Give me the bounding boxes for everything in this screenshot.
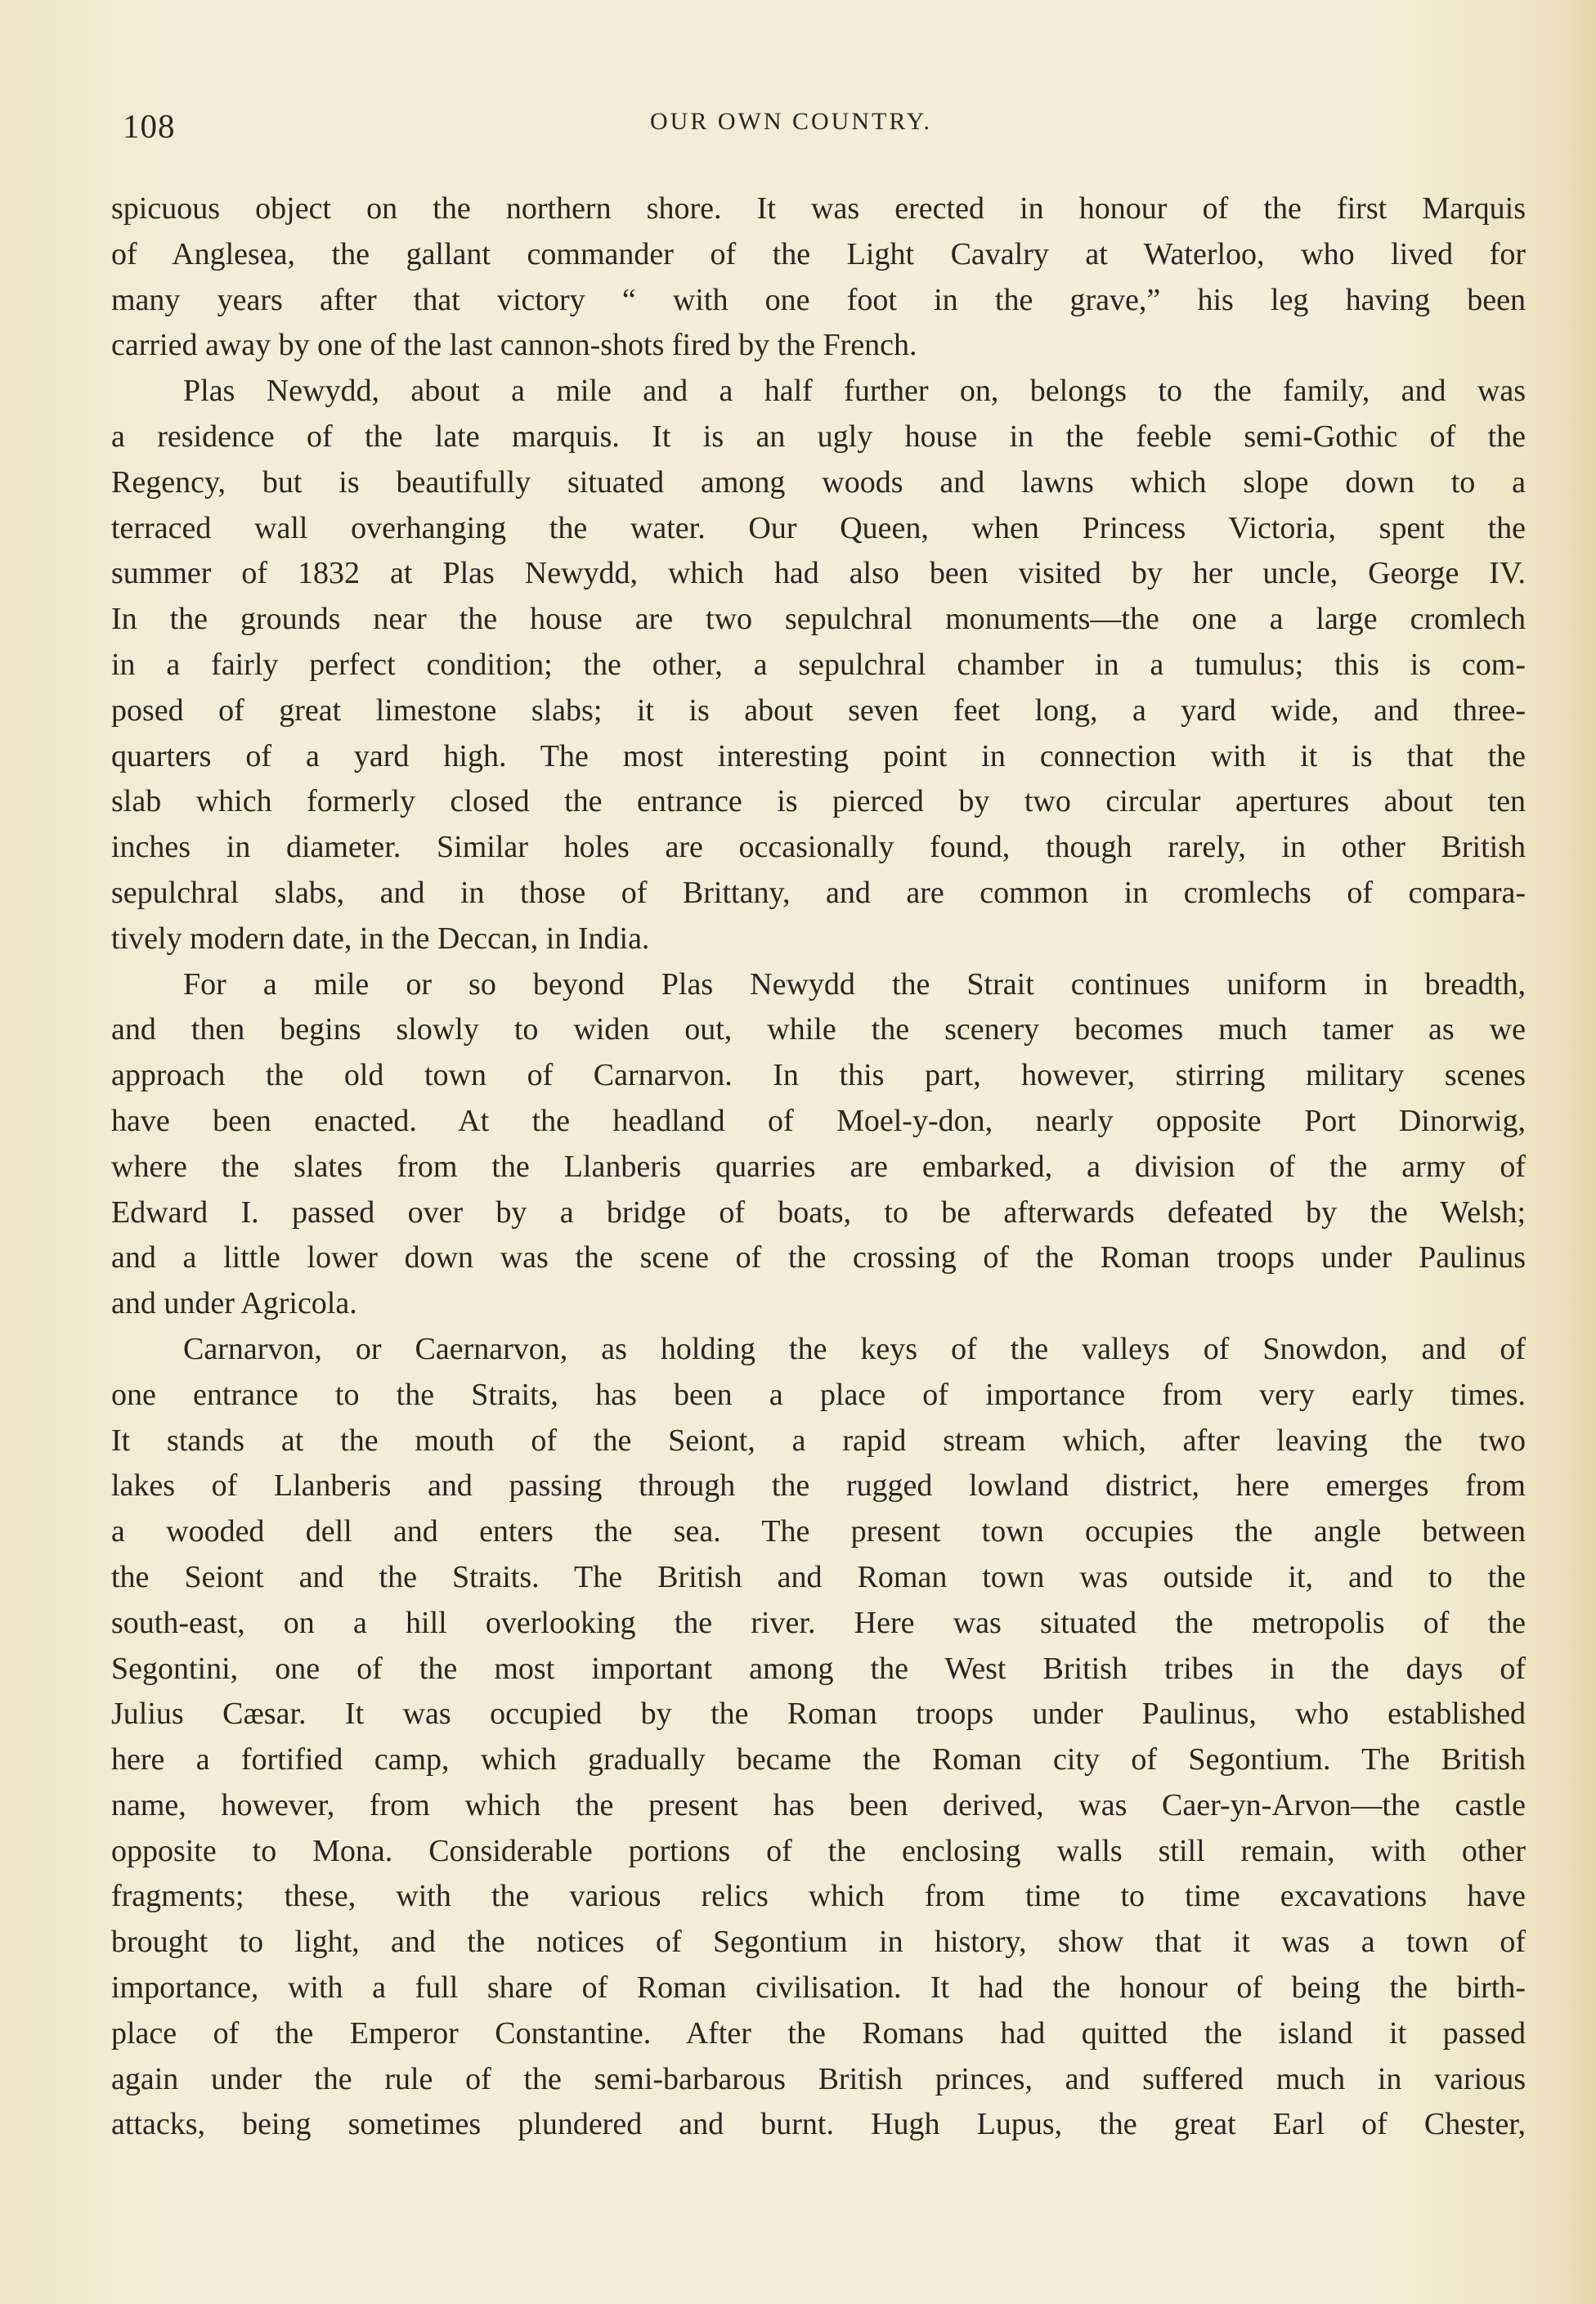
text-line: a residence of the late marquis. It is an ugly house in the feeble semi-Gothic of the: [111, 419, 1526, 454]
text-line: Segontini, one of the most important among the West British tribes in the days of: [111, 1651, 1526, 1686]
text-line: importance, with a full share of Roman civilisation. It had the honour of being the birth-: [111, 1970, 1526, 2006]
text-line: terraced wall overhanging the water. Our Queen, when Princess Victoria, spent the: [111, 510, 1526, 545]
text-line: summer of 1832 at Plas Newydd, which had also been visited by her uncle, George IV.: [111, 556, 1526, 591]
text-line: For a mile or so beyond Plas Newydd the Strait continues uniform in breadth,: [183, 966, 1526, 1002]
text-line: and under Agricola.: [111, 1286, 357, 1321]
text-line: slab which formerly closed the entrance is pierced by two circular apertures about ten: [111, 784, 1526, 819]
text-line: quarters of a yard high. The most interesting point in connection with it is that the: [111, 738, 1526, 773]
text-line: Edward I. passed over by a bridge of boats, to be afterwards defeated by the Welsh;: [111, 1195, 1526, 1230]
text-line: and then begins slowly to widen out, while the scenery becomes much tamer as we: [111, 1012, 1526, 1047]
text-line: Julius Cæsar. It was occupied by the Roman troops under Paulinus, who established: [111, 1697, 1526, 1732]
text-line: name, however, from which the present has been derived, was Caer-yn-Arvon—the castle: [111, 1787, 1526, 1822]
text-line: the Seiont and the Straits. The British and Roman town was outside it, and to the: [111, 1559, 1526, 1594]
text-line: In the grounds near the house are two sepulchral monuments—the one a large cromlech: [111, 602, 1526, 637]
body-text: [111, 186, 1526, 2148]
text-line: Carnarvon, or Caernarvon, as holding the keys of the valleys of Snowdon, and of: [183, 1331, 1526, 1366]
text-line: place of the Emperor Constantine. After the Romans had quitted the island it passed: [111, 2015, 1526, 2051]
text-line: where the slates from the Llanberis quarries are embarked, a division of the army of: [111, 1149, 1526, 1184]
text-line: lakes of Llanberis and passing through the rugged lowland district, here emerges from: [111, 1468, 1526, 1504]
text-line: inches in diameter. Similar holes are occasionally found, though rarely, in other British: [111, 830, 1526, 865]
text-line: attacks, being sometimes plundered and burnt. Hugh Lupus, the great Earl of Chester,: [111, 2107, 1526, 2142]
text-line: and a little lower down was the scene of the crossing of the Roman troops under Paulinus: [111, 1240, 1526, 1275]
running-title: OUR OWN COUNTRY.: [650, 108, 932, 135]
text-line: of Anglesea, the gallant commander of the Light Cavalry at Waterloo, who lived for: [111, 236, 1526, 271]
text-line: Regency, but is beautifully situated among woods and lawns which slope down to a: [111, 464, 1526, 500]
text-line: sepulchral slabs, and in those of Brittany, and are common in cromlechs of compara-: [111, 875, 1526, 910]
text-line: spicuous object on the northern shore. It was erected in honour of the first Marquis: [111, 191, 1526, 226]
text-line: Plas Newydd, about a mile and a half further on, belongs to the family, and was: [183, 374, 1526, 409]
text-line: carried away by one of the last cannon-shots fired by the French.: [111, 328, 917, 363]
text-line: brought to light, and the notices of Segontium in history, show that it was a town of: [111, 1925, 1526, 1960]
text-line: south-east, on a hill overlooking the river. Here was situated the metropolis of the: [111, 1605, 1526, 1640]
text-line: again under the rule of the semi-barbarous British princes, and suffered much in various: [111, 2061, 1526, 2096]
page-number: 108: [123, 107, 176, 145]
text-line: have been enacted. At the headland of Moel-y-don, nearly opposite Port Dinorwig,: [111, 1103, 1526, 1138]
text-line: one entrance to the Straits, has been a place of importance from very early times.: [111, 1377, 1526, 1412]
text-line: tively modern date, in the Deccan, in India.: [111, 921, 650, 956]
text-line: approach the old town of Carnarvon. In this part, however, stirring military scenes: [111, 1058, 1526, 1093]
text-line: It stands at the mouth of the Seiont, a rapid stream which, after leaving the two: [111, 1423, 1526, 1458]
text-line: opposite to Mona. Considerable portions of the enclosing walls still remain, with other: [111, 1833, 1526, 1868]
running-head: [0, 106, 1596, 155]
text-line: here a fortified camp, which gradually became the Roman city of Segontium. The British: [111, 1742, 1526, 1777]
text-line: fragments; these, with the various relics which from time to time excavations have: [111, 1879, 1526, 1914]
text-line: posed of great limestone slabs; it is about seven feet long, a yard wide, and three-: [111, 693, 1526, 728]
text-line: a wooded dell and enters the sea. The present town occupies the angle between: [111, 1514, 1526, 1549]
text-line: many years after that victory “ with one foot in the grave,” his leg having been: [111, 282, 1526, 317]
text-line: in a fairly perfect condition; the other, a sepulchral chamber in a tumulus; this is com-: [111, 647, 1526, 682]
